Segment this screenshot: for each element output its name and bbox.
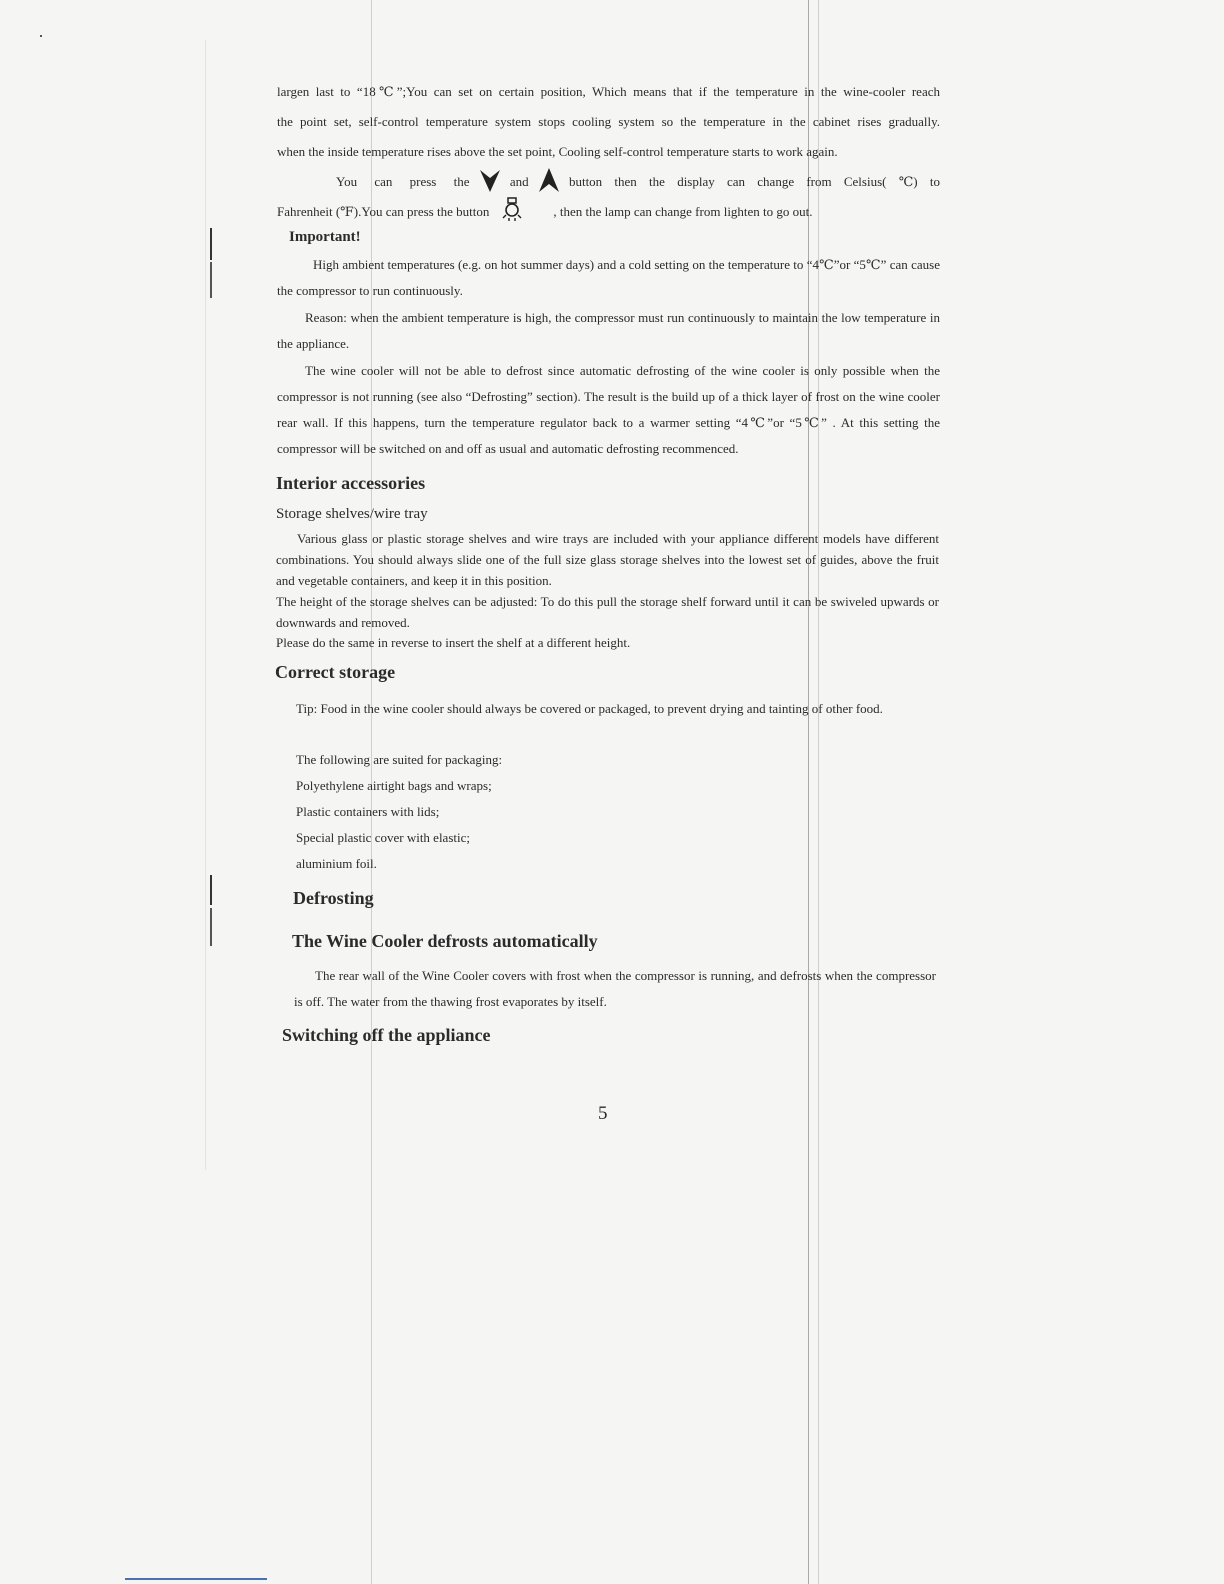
scan-edge-bar (125, 1578, 267, 1580)
lamp-instruction-line (277, 196, 813, 228)
interior-paragraph: Please do the same in reverse to insert the shelf at a different height. (276, 635, 631, 650)
defrost-automatic-heading: The Wine Cooler defrosts automatically (292, 931, 598, 951)
storage-shelves-subheading: Storage shelves/wire tray (276, 506, 428, 522)
scan-line-artifact (808, 0, 809, 1584)
punch-mark (210, 908, 212, 946)
body-text: You can press the (336, 174, 470, 189)
defrosting-heading: Defrosting (293, 888, 374, 908)
body-line: when the inside temperature rises above the set point, Cooling self-control temperature starts to work again. (277, 144, 838, 159)
punch-mark (210, 875, 212, 905)
important-paragraph: High ambient temperatures (e.g. on hot summer days) and a cold setting on the temperature to “4℃”or “5℃” can cause the compressor to run continuously. (277, 257, 940, 298)
storage-intro: The following are suited for packaging: (296, 752, 503, 767)
body-text: , then the lamp can change from lighten to go out. (553, 204, 813, 219)
list-item: Plastic containers with lids; (296, 804, 440, 819)
body-text: Fahrenheit (℉).You can press the button (277, 204, 490, 219)
down-arrow-button-icon (478, 166, 502, 198)
defrosting-paragraph: The rear wall of the Wine Cooler covers with frost when the compressor is running, and defrosts when the compressor is off. The water from the thawing frost evaporates by itself. (294, 968, 936, 1009)
page-number: 5 (598, 1103, 608, 1124)
switching-off-heading: Switching off the appliance (282, 1025, 491, 1045)
list-item: Polyethylene airtight bags and wraps; (296, 778, 492, 793)
correct-storage-heading: Correct storage (275, 662, 396, 682)
storage-tip: Tip: Food in the wine cooler should always be covered or packaged, to prevent drying and tainting of other food. (296, 701, 883, 716)
important-paragraph: Reason: when the ambient temperature is high, the compressor must run continuously to maintain the low temperature in the appliance. (277, 310, 940, 351)
scan-edge-artifact (205, 40, 206, 1170)
punch-mark (210, 262, 212, 298)
list-item: aluminium foil. (296, 856, 377, 871)
body-text: button then the display can change from Celsius( ℃) to (568, 174, 940, 189)
interior-paragraph: Various glass or plastic storage shelves and wire trays are included with your appliance different models have different combinations. You should always slide one of the full size glass storage shelves into the lowest set of guides, above the fruit and vegetable containers, and keep it in this position. (276, 531, 939, 588)
scan-line-artifact (818, 0, 819, 1584)
body-line: largen last to “18℃”;You can set on certain position, Which means that if the temperature in the wine-cooler reach (277, 84, 940, 99)
important-paragraph: The wine cooler will not be able to defrost since automatic defrosting of the wine cooler is only possible when the compressor is not running (see also “Defrosting” section). The result is the build up of a thick layer of frost on the wine cooler rear wall. If this happens, turn the temperature regulator back to a warmer setting “4℃”or “5℃” . At this setting the compressor will be switched on and off as usual and automatic defrosting recommenced. (277, 363, 940, 456)
up-arrow-button-icon (537, 166, 561, 198)
important-heading: Important! (289, 229, 361, 245)
interior-paragraph: The height of the storage shelves can be adjusted: To do this pull the storage shelf forward until it can be swiveled upwards or downwards and removed. (276, 594, 939, 630)
punch-mark (210, 228, 212, 260)
body-text: and (509, 174, 529, 189)
interior-accessories-heading: Interior accessories (276, 473, 426, 493)
lamp-button-icon (501, 196, 523, 228)
scan-speck (40, 35, 42, 37)
button-instruction-line (336, 166, 940, 198)
list-item: Special plastic cover with elastic; (296, 830, 470, 845)
body-line: the point set, self-control temperature system stops cooling system so the temperature in the cabinet rises gradually. (277, 114, 940, 129)
